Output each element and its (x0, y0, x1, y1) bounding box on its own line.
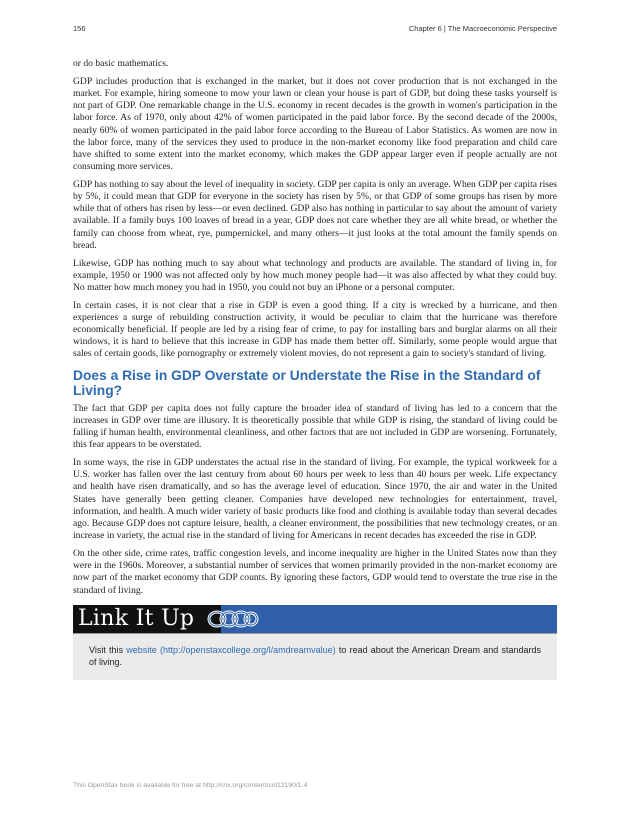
paragraph: On the other side, crime rates, traffic congestion levels, and income inequality are higher in the United States now than they were in the 1960s. Moreover, a substantial number of services that women primarily provided in the non-market economy are now part of the market economy that GDP counts. By ignoring these factors, GDP would tend to overstate the true rise in the standard of living. (73, 547, 557, 596)
link-it-up-text: to read about the American Dream and standards of living. (89, 644, 541, 667)
link-it-up-body (73, 634, 557, 680)
page-footer: This OpenStax book is available for free at http://cnx.org/content/col12190/1.4 (73, 782, 308, 789)
paragraph: Likewise, GDP has nothing much to say about what technology and products are available. The standard of living in, for example, 1950 or 1900 was not affected only by how much money people had—it was also affected by what they could buy. No matter how much money you had in 1950, you could not buy an iPhone or a personal computer. (73, 257, 557, 293)
paragraph: or do basic mathematics. (73, 58, 169, 69)
section-heading: Does a Rise in GDP Overstate or Understate the Rise in the Standard of Living? (73, 367, 541, 398)
link-it-up-banner (73, 605, 557, 634)
chapter-title: Chapter 6 | The Macroeconomic Perspective (408, 24, 557, 33)
paragraph: The fact that GDP per capita does not fully capture the broader idea of standard of living has led to a concern that the increases in GDP over time are illusory. It is theoretically possible that while GDP is rising, the standard of living could be falling if human health, environmental cleanliness, and other factors that are not included in GDP are worsening. Fortunately, this fear appears to be overstated. (73, 402, 557, 451)
website-link[interactable]: website (http://openstaxcollege.org/l/amdreamvalue) (126, 644, 336, 655)
paragraph: In some ways, the rise in GDP understates the actual rise in the standard of living. For example, the typical workweek for a U.S. worker has fallen over the last century from about 60 hours per week to less than 40 hours per week. Life expectancy and health have risen dramatically, and so has the average level of education. Since 1970, the air and water in the United States have generally been getting cleaner. Companies have developed new technologies for entertainment, travel, information, and health. A much wider variety of basic products like food and clothing is available today than several decades ago. Because GDP does not capture leisure, health, a cleaner environment, the possibilities that new technology creates, or an increase in variety, the actual rise in the standard of living for Americans in recent decades has exceeded the rise in GDP. (73, 456, 557, 542)
page-content (73, 58, 557, 680)
paragraph: In certain cases, it is not clear that a rise in GDP is even a good thing. If a city is wrecked by a hurricane, and then experiences a surge of rebuilding construction activity, it would be peculiar to claim that the hurricane was therefore economically beneficial. If people are led by a rising fear of crime, to pay for installing bars and burglar alarms on all their windows, it is hard to believe that this increase in GDP has made them better off. Similarly, some people would argue that sales of certain goods, like pornography or extremely violent movies, do not represent a gain to society's standard of living. (73, 299, 557, 360)
link-it-up-box (73, 605, 557, 680)
page-header (73, 24, 557, 38)
chain-link-icon (207, 608, 259, 630)
page-number: 156 (73, 24, 86, 33)
link-it-up-title: Link It Up (78, 605, 195, 631)
link-it-up-text: Visit this (89, 644, 127, 655)
paragraph: GDP has nothing to say about the level of inequality in society. GDP per capita is only an average. When GDP per capita rises by 5%, it could mean that GDP for everyone in the society has risen by 5%, or that GDP of some groups has risen by more while that of others has risen by less—or even declined. GDP also has nothing in particular to say about the amount of variety available. If a family buys 100 loaves of bread in a year, GDP does not care whether they are all white bread, or whether the family can choose from wheat, rye, pumpernickel, and many others—it just looks at the total amount the family spends on bread. (73, 178, 557, 251)
paragraph: GDP includes production that is exchanged in the market, but it does not cover production that is not exchanged in the market. For example, hiring someone to mow your lawn or clean your house is part of GDP, but doing these tasks yourself is not part of GDP. One remarkable change in the U.S. economy in recent decades is the growth in women's participation in the labor force. As of 1970, only about 42% of women participated in the paid labor force. By the second decade of the 2000s, nearly 60% of women participated in the paid labor force according to the Bureau of Labor Statistics. As women are now in the labor force, many of the services they used to produce in the non-market economy like food preparation and child care have shifted to some extent into the market economy, which makes the GDP appear larger even if people actually are not consuming more services. (73, 75, 557, 173)
